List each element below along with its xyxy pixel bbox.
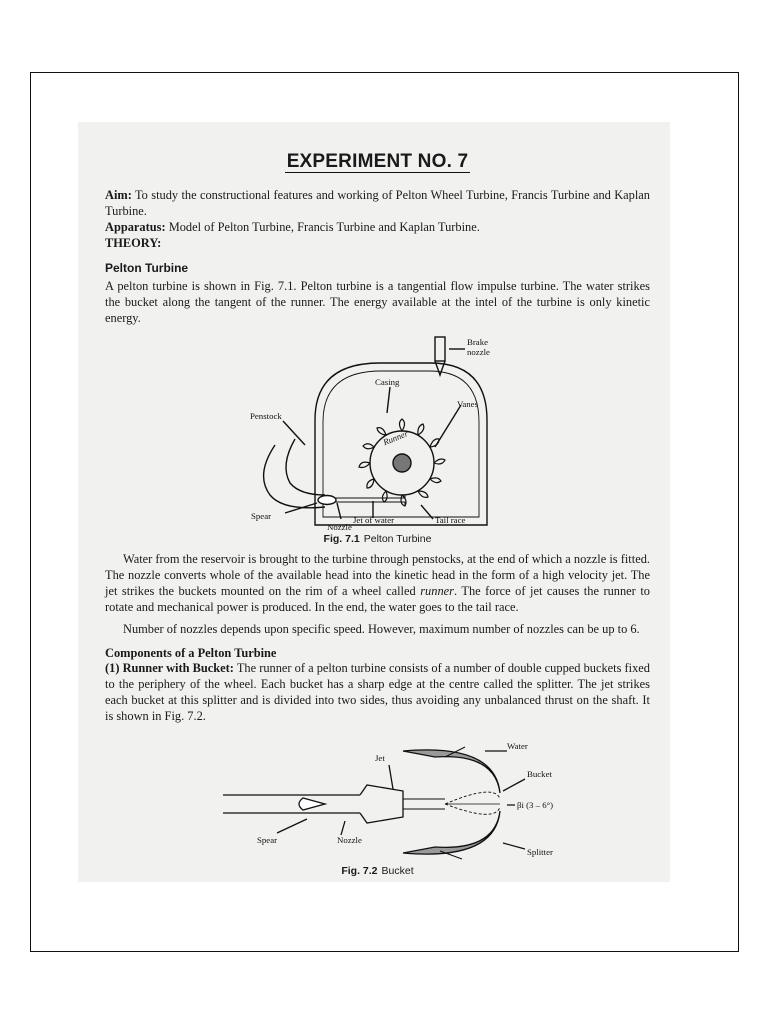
brake-nozzle	[435, 337, 445, 361]
label-casing: Casing	[375, 376, 400, 387]
label-brake-nozzle: nozzle	[467, 346, 490, 357]
bucket-lower-cup	[403, 811, 500, 854]
intro-paragraph: A pelton turbine is shown in Fig. 7.1. Pelton turbine is a tangential flow impulse turbine. The water strikes the bucket along the tangent of the runner. The energy available at the intel of the turbine is only kinetic energy.	[105, 279, 650, 325]
runner-term: runner	[420, 583, 454, 598]
apparatus-paragraph	[105, 220, 650, 236]
label-jet-of-water: Jet of water	[353, 514, 395, 525]
components-heading: Components of a Pelton Turbine	[105, 645, 277, 660]
label-jet: Jet	[375, 752, 385, 763]
spear-tip	[299, 798, 325, 810]
component-1-label: (1) Runner with Bucket:	[105, 661, 234, 676]
fig2-caption	[105, 865, 650, 878]
label-spear: Spear	[257, 834, 278, 845]
water-jet	[335, 498, 405, 502]
document-page	[105, 150, 650, 878]
aim-label: Aim:	[105, 188, 132, 203]
aim-paragraph	[105, 188, 650, 220]
water-jet	[403, 799, 445, 809]
label-penstock: Penstock	[250, 410, 282, 421]
label-water: Water	[507, 740, 528, 751]
label-nozzle: Nozzle	[337, 834, 362, 845]
fig2-caption-text: Bucket	[381, 864, 414, 877]
label-nozzle: Nozzle	[327, 521, 352, 531]
bucket-upper-cup	[403, 750, 500, 793]
fig1-caption	[105, 533, 650, 546]
label-spear: Spear	[251, 510, 272, 521]
component-1-text: The runner of a pelton turbine consists of a number of double cupped buckets fixed to the periphery of the wheel. Each bucket has a sharp edge at the centre called the splitter. The jet strikes each bucket at this splitter and is divided into two sides, thus avoiding any unbalanced thrust on the shaft. It is shown in Fig. 7.2.	[105, 661, 651, 724]
label-beta: βi (3 – 6°)	[517, 799, 554, 810]
theory-heading: THEORY:	[105, 235, 162, 250]
page-title: EXPERIMENT NO. 7	[286, 151, 469, 172]
penstock-pipe	[264, 445, 325, 508]
spear-rod	[223, 795, 360, 813]
label-brake: Brake	[467, 336, 489, 347]
runner-hub	[393, 454, 411, 472]
fig1-caption-text: Pelton Turbine	[363, 532, 432, 545]
component-1-paragraph	[105, 661, 650, 725]
water-paragraph: Water from the reservoir is brought to the turbine through penstocks, at the end of which a nozzle is fitted. The nozzle converts whole of the available head into the kinetic head in the form of a high velocity jet. The jet strikes the buckets mounted on the rim of a wheel called runner. The force of jet causes the runner to rotate and mechanical power is produced. In the end, the water goes to the tail race.	[105, 552, 650, 614]
fig2-caption-num: Fig. 7.2	[341, 864, 378, 877]
apparatus-text: Model of Pelton Turbine, Francis Turbine and Kaplan Turbine.	[168, 220, 480, 235]
fig1-caption-num: Fig. 7.1	[323, 532, 360, 545]
nozzles-paragraph: Number of nozzles depends upon specific speed. However, maximum number of nozzles can be up to 6.	[123, 621, 640, 636]
nozzle-body	[360, 785, 403, 823]
label-runner: Runner	[381, 428, 410, 448]
bucket-figure	[105, 733, 650, 863]
label-bucket: Bucket	[527, 768, 552, 779]
pelton-heading: Pelton Turbine	[105, 260, 189, 275]
spear	[318, 495, 336, 504]
label-vanes: Vanes	[457, 398, 479, 409]
pelton-turbine-figure	[105, 335, 650, 531]
label-splitter: Splitter	[527, 846, 553, 857]
label-tail-race: Tail race	[435, 514, 466, 525]
aim-text: To study the constructional features and working of Pelton Wheel Turbine, Francis Turbine and Kaplan Turbine.	[105, 188, 650, 219]
apparatus-label: Apparatus:	[105, 220, 166, 235]
